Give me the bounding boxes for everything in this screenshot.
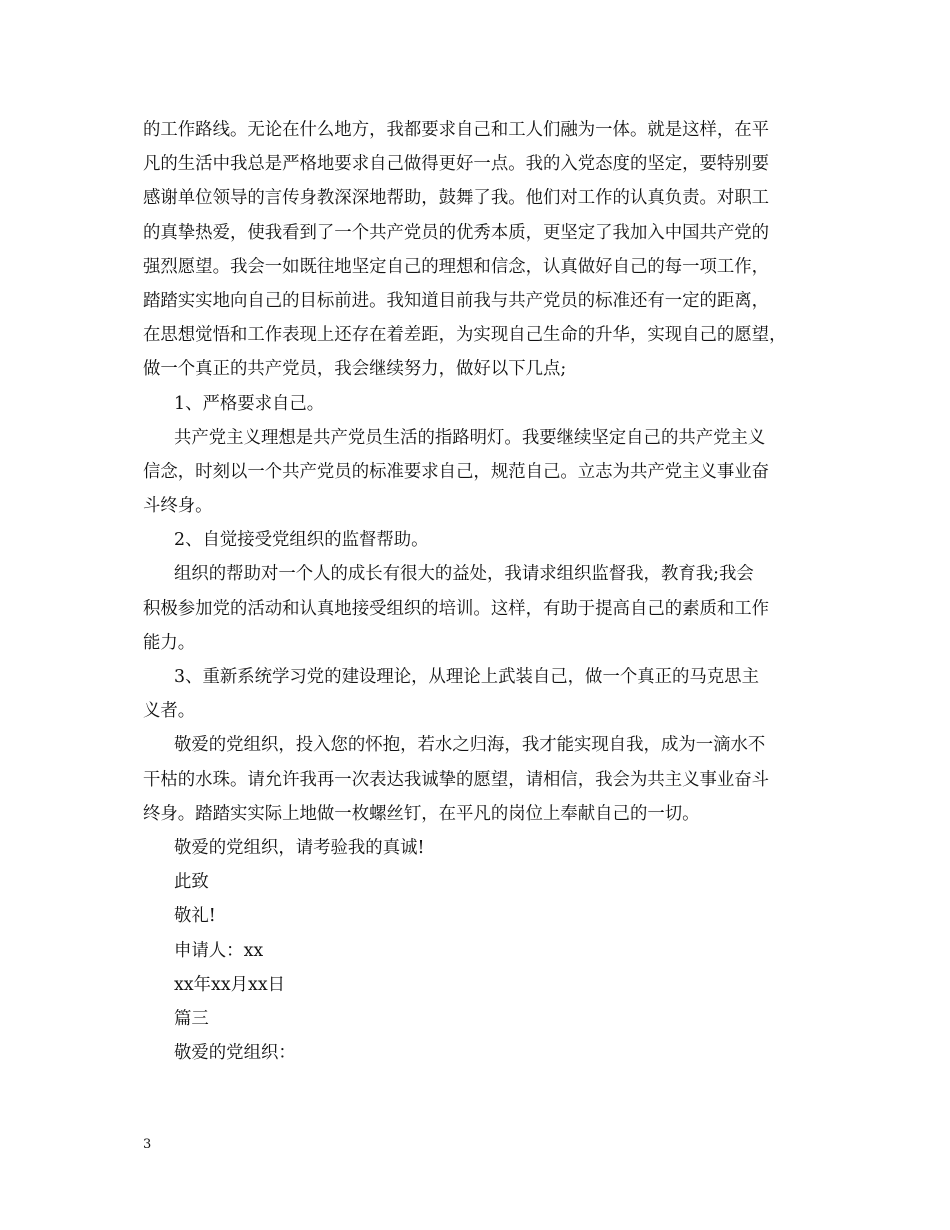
text-line: 做一个真正的共产党员，我会继续努力，做好以下几点; [143,359,567,380]
page-number: 3 [143,1137,152,1152]
text-line: 敬爱的党组织： [174,1043,296,1064]
text-line: 能力。 [143,632,196,653]
text-line: 敬礼! [174,906,216,927]
text-line: 2、自觉接受党组织的监督帮助。 [174,530,429,551]
text-line: 终身。踏踏实实际上地做一枚螺丝钉，在平凡的岗位上奉献自己的一切。 [143,803,700,824]
text-line: 踏踏实实地向自己的目标前进。我知道目前我与共产党员的标准还有一定的距离， [143,290,770,311]
text-line: xx年xx月xx日 [174,974,286,995]
text-line: 1、严格要求自己。 [174,393,325,414]
document-body [143,113,833,1070]
text-line: 3、重新系统学习党的建设理论，从理论上武装自己，做一个真正的马克思主 [174,667,759,687]
text-line: 强烈愿望。我会一如既往地坚定自己的理想和信念，认真做好自己的每一项工作， [143,256,770,277]
text-line: 敬爱的党组织，请考验我的真诚! [174,837,425,858]
text-line: 组织的帮助对一个人的成长有很大的益处，我请求组织监督我，教育我;我会 [174,564,754,585]
text-line: 在思想觉悟和工作表现上还存在着差距，为实现自己生命的升华，实现自己的愿望， [143,325,787,346]
text-line: 凡的生活中我总是严格地要求自己做得更好一点。我的入党态度的坚定，要特别要 [143,154,770,175]
text-line: 的真挚热爱，使我看到了一个共产党员的优秀本质，更坚定了我加入中国共产党的 [143,222,770,243]
text-line: 积极参加党的活动和认真地接受组织的培训。这样，有助于提高自己的素质和工作 [143,598,770,619]
text-line: 的工作路线。无论在什么地方，我都要求自己和工人们融为一体。就是这样，在平 [143,120,770,140]
text-line: 敬爱的党组织，投入您的怀抱，若水之归海，我才能实现自我，成为一滴水不 [174,735,766,756]
text-line: 感谢单位领导的言传身教深深地帮助，鼓舞了我。他们对工作的认真负责。对职工 [143,188,770,209]
text-line: 此致 [174,872,209,893]
text-line: 共产党主义理想是共产党员生活的指路明灯。我要继续坚定自己的共产党主义 [174,427,766,448]
text-line: 干枯的水珠。请允许我再一次表达我诚挚的愿望，请相信，我会为共主义事业奋斗 [143,769,770,790]
text-line: 申请人：xx [174,940,264,961]
text-line: 信念，时刻以一个共产党员的标准要求自己，规范自己。立志为共产党主义事业奋 [143,461,770,482]
text-line: 斗终身。 [143,496,213,517]
text-line: 篇三 [174,1008,209,1029]
text-line: 义者。 [143,701,196,722]
